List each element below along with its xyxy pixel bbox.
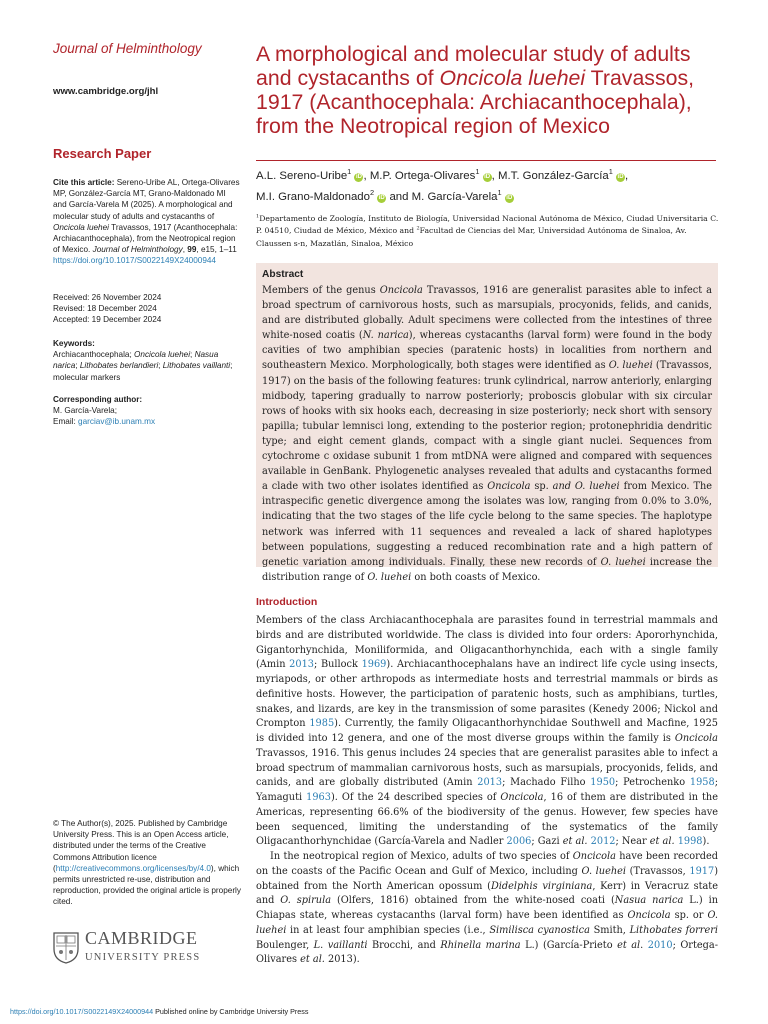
cite-label: Cite this article: [53,178,115,187]
corresponding-author-block [53,394,241,428]
corr-label: Corresponding author: [53,395,143,404]
corr-name: M. García-Varela; [53,406,117,416]
cite-text-2: Travassos, 1917 (Acanthocephala: Archiacanthocephala), from the Neotropical region of Mexico. [53,222,238,255]
revised-date: Revised: 18 December 2024 [53,304,157,314]
author[interactable]: M.P. Ortega-Olivares$^1$ [369,167,480,182]
author[interactable]: M.T. González-García$^1$ [497,167,613,182]
corr-email-link[interactable]: garciav@ib.unam.mx [78,417,156,427]
orcid-icon[interactable]: iD [506,195,513,201]
orcid-icon[interactable]: iD [355,174,362,180]
article-title [256,42,726,138]
title-text: A morphological and molecular study of adults and cystacanths of [256,42,691,90]
introduction-body [256,614,718,968]
ref-link[interactable]: 1958 [689,777,715,789]
affiliation-2: Facultad de Ciencias del Mar, Universidad Autónoma de Sinaloa, Av. Claussen s-n, Mazatlán, Sinaloa, México [256,226,687,248]
orcid-icon[interactable]: iD [378,195,385,201]
keyword: Nasua narica [53,350,219,371]
author[interactable]: A.L. Sereno-Uribe$^1$ [256,167,352,182]
keyword: Lithobates vaillanti [162,361,231,371]
cambridge-logo [53,928,243,966]
ref-link[interactable]: 2012 [590,836,616,848]
license-block [53,818,241,908]
keywords-block: Keywords: Archiacanthocephala; Oncicola luehei; Nasua narica; Lithobates berlandieri; Lithobates vaillanti; molecular markers [53,339,233,382]
keyword: Archiacanthocephala; [53,350,132,360]
keywords-label: Keywords: [53,339,95,348]
footer-doi-link[interactable]: https://doi.org/10.1017/S0022149X24000944 [10,1007,154,1016]
license-text: © The Author(s), 2025. Published by Cambridge University Press. This is an Open Access article, distributed under the terms of the Creative Commons Attribution licence ( [53,819,229,873]
affiliation-1: Departamento de Zoología, Instituto de Biología, Universidad Nacional Autónoma de México, Ciudad Universitaria C. P. 04510, Ciudad de México, México and [256,214,719,236]
journal-name[interactable]: Journal of Helminthology [53,41,202,56]
author[interactable]: M. García-Varela$^1$ [411,188,502,203]
cite-block: Cite this article: Sereno-Uribe AL, Ortega-Olivares MP, González-García MT, Grano-Maldonado MI and García-Varela M (2025). A morphological and molecular study of adults and cystacanths of Oncicola luehei Travassos, 1917 (Acanthocephala: Archiacanthocephala), from the Neotropical region of Mexico. Journal of Helminthology, 99, e15, 1–11 https://doi.org/10.1017/S0022149X24000944 [53,178,240,266]
cite-doi-link[interactable]: https://doi.org/10.1017/S0022149X24000944 [53,256,216,266]
ref-link[interactable]: 1950 [590,777,616,789]
page-footer [10,1007,308,1016]
introduction-heading: Introduction [256,596,318,608]
affiliations: $^1$Departamento de Zoología, Instituto de Biología, Universidad Nacional Autónoma de México, Ciudad Universitaria C. P. 04510, Ciudad de México, México and $^2$Facultad de Ciencias del Mar, Universidad Autónoma de Sinaloa, Av. Claussen s-n, Mazatlán, Sinaloa, México [256,213,719,248]
logo-text-top: CAMBRIDGE [85,928,198,948]
accepted-date: Accepted: 19 December 2024 [53,315,162,325]
ref-link[interactable]: 1963 [306,792,331,803]
ref-link[interactable]: 1969 [361,659,387,671]
abstract-text: Members of the genus Oncicola Travassos, 1916 are generalist parasites able to infect a broad spectrum of carnivorous hosts, such as marsupials, procyonids, felids, and canids, and are distributed globally. Adult specimens were collected from the intestines of three white-nosed coatis (N. narica), whereas cystacanths (larval form) were found in the body cavities of two amphibian species (paratenic hosts) in localities from northern and southeastern Mexico. Morphologically, both stages were identified as O. luehei (Travassos, 1917) on the basis of the following features: trunk cylindrical, narrow anteriorly, enlarging midbody, tapering gradually to narrow posteriorly; proboscis globular with six circular rows of hooks with six hooks each, decreasing in size posteriorly; neck short with sensory papilla; tubular lemnisci long, extending to the posterior region; protonephridia dendritic type; and eight cement glands, compact with a single giant nuclei. Sequences from cytochrome c oxidase subunit 1 from mtDNA were aligned and compared with sequences available in GenBank. Phylogenetic analyses revealed that adults and cystacanths formed a clade with two other isolates identified as Oncicola sp. and O. luehei from Mexico. The intraspecific genetic divergence among the isolates was low, ranging from 0.0% to 3.0%, indicating that the two stages of the life cycle belong to the same species. The haplotype network was inferred with 11 sequences and revealed a lack of shared haplotypes between populations, suggesting a reduced recombination rate and a high pattern of genetic variation among individuals. Finally, these new records of O. luehei increase the distribution range of O. luehei on both coasts of Mexico. [262,285,713,583]
received-date: Received: 26 November 2024 [53,293,162,302]
dates-block [53,292,161,326]
footer-published: Published online by Cambridge University Press [153,1007,309,1016]
ref-link[interactable]: 2013 [477,777,503,789]
ref-link[interactable]: 2006 [506,836,532,848]
orcid-icon[interactable]: iD [617,174,624,180]
cite-pages: , e15, 1–11 [196,245,237,255]
ref-link[interactable]: 2010 [647,939,673,951]
ref-link[interactable]: 1998 [677,836,703,848]
orcid-icon[interactable]: iD [484,174,491,180]
intro-paragraph-1: Members of the class Archiacanthocephala are parasites found in terrestrial mammals and birds and are distributed worldwide. The class is divided into four orders: Apororhynchida, Gigantorhynchida, Moniliformida, and Oligacanthorhynchida, each with a single family (Amin 2013; Bullock 1969). Archiacanthocephalans have an indirect life cycle using insects, myriapods, or other arthropods as intermediate hosts and terrestrial mammals or birds as definitive hosts. However, the participation of paratenic hosts, such as amphibians, turtles, snakes, and lizards, are key in the transmission of some parasites (Kenedy 2006; Nickol and Crompton 1985). Currently, the family Oligacanthorhynchidae Southwell and Macfine, 1925 is divided into 12 genera, and one of the most diverse groups within the family is Oncicola Travassos, 1916. This genus includes 24 species that are generalist parasites able to infect a broad spectrum of mammalian carnivorous hosts, such as marsupials, procyonids, felids, and canids, and are globally distributed (Amin 2013; Machado Filho 1950; Petrochenko 1958; Yamaguti 1963). Of the 24 described species of Oncicola, 16 of them are distributed in the Americas, representing 66.6% of the biodiversity of the genus. However, few species have been sequenced, limiting the understanding of the systematics of the family Oligacanthorhynchidae (García-Varela and Nadler 2006; Gazi et al. 2012; Near et al. 1998). [256,615,718,848]
logo-text-bottom: UNIVERSITY PRESS [85,952,201,963]
title-rule [256,160,716,161]
cite-species: Oncicola luehei [53,222,109,232]
cite-journal: Journal of Helminthology [92,245,183,255]
intro-paragraph-2: In the neotropical region of Mexico, adults of two species of Oncicola have been recorded on the coasts of the Pacific Ocean and Gulf of Mexico, including O. luehei (Travassos, 1917) obtained from the North American opossum (Didelphis virginiana, Kerr) in Veracruz state and O. spirula (Olfers, 1816) obtained from the white-nosed coati (Nasua narica L.) in Chiapas state, whereas cystacanths (larval form) have been identified as Oncicola sp. or O. luehei in at least four amphibian species (i.e., Similisca cyanostica Smith, Lithobates forreri Boulenger, L. vaillanti Brocchi, and Rhinella marina L.) (García-Prieto et al. 2010; Ortega-Olivares et al. 2013). [256,851,719,966]
keyword: ; molecular markers [53,361,233,382]
license-link[interactable]: http://creativecommons.org/licenses/by/4.0 [55,863,211,873]
ref-link[interactable]: 1917 [689,865,715,877]
and-word: and [389,191,409,203]
cite-text: Sereno-Uribe AL, Ortega-Olivares MP, González-García MT, Grano-Maldonado MI and García-Varela M (2025). A morphological and molecular study of adults and cystacanths of [53,178,240,221]
cite-volume: 99 [187,245,197,255]
journal-url[interactable]: www.cambridge.org/jhl [53,86,159,97]
author-list: A.L. Sereno-Uribe$^1$ iD , M.P. Ortega-Olivares$^1$ iD , M.T. González-García$^1$ iD , M.I. Grano-Maldonado$^2$ iD and M. García-Varela$^1$ iD [256,167,629,203]
license-text: ), which permits unrestricted re-use, distribution and reproduction, provided the original article is properly cited. [53,863,241,907]
corr-email-label: Email: [53,417,76,427]
ref-link[interactable]: 2013 [289,659,314,671]
author[interactable]: M.I. Grano-Maldonado$^2$ [256,188,375,203]
ref-link[interactable]: 1985 [309,718,335,730]
paper-type: Research Paper [53,146,152,161]
abstract-heading: Abstract [262,269,304,280]
title-species: Oncicola luehei [439,66,586,90]
cambridge-shield-icon [53,932,79,964]
keyword: Lithobates berlandieri [79,361,159,371]
title-text: Travassos, 1917 (Acanthocephala: Archiacanthocephala), from the Neotropical region of Mexico [256,66,695,138]
abstract-box [256,263,718,583]
keyword: Oncicola luehei [134,350,191,360]
